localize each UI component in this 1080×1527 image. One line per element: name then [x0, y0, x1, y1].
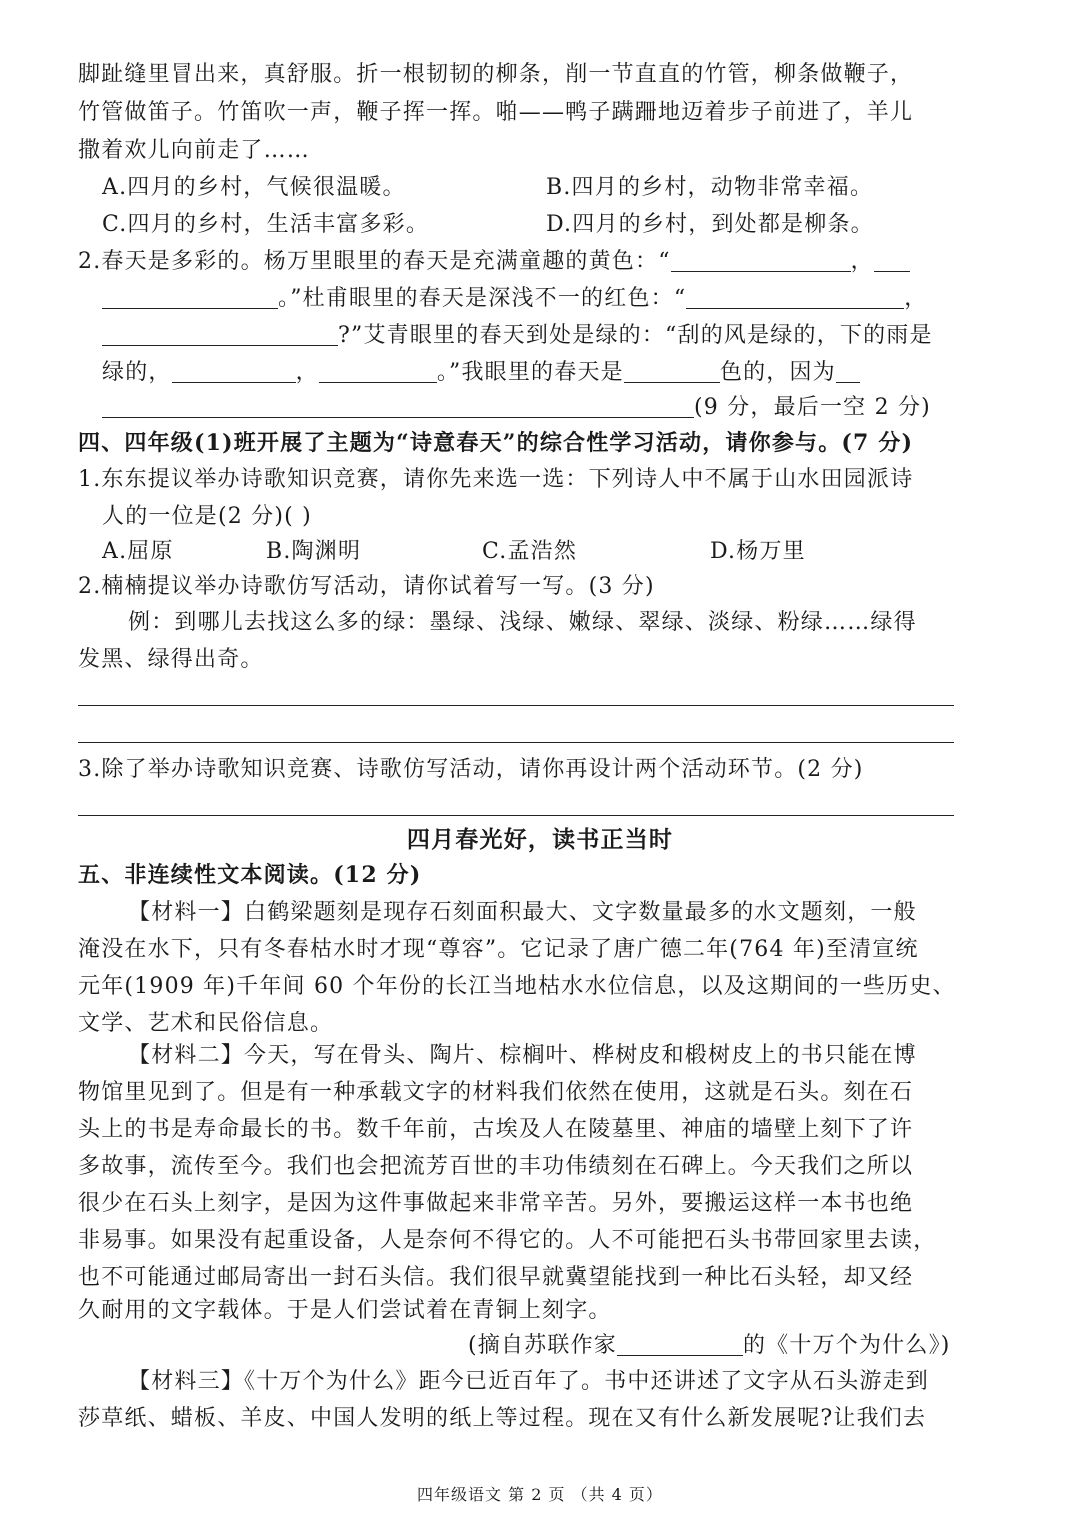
- part4-q1-option: B.陶渊明: [266, 539, 362, 564]
- material1-line: 淹没在水下，只有冬春枯水时才现“尊容”。它记录了唐广德二年(764 年)至清宣统: [78, 937, 919, 962]
- q2-text: 2.春天是多彩的。杨万里眼里的春天是充满童趣的黄色：“: [78, 249, 671, 274]
- part4-q1-option: A.屈原: [102, 539, 174, 564]
- part4-heading: 四、四年级(1)班开展了主题为“诗意春天”的综合性学习活动，请你参与。(7 分): [78, 430, 914, 456]
- author-blank[interactable]: [617, 1331, 743, 1356]
- answer-line[interactable]: [78, 705, 954, 706]
- material1-line: 元年(1909 年)千年间 60 个年份的长江当地枯水水位信息，以及这期间的一些历史、: [78, 974, 956, 999]
- q2-text: 。”我眼里的春天是: [436, 360, 624, 385]
- part4-q1-option: C.孟浩然: [482, 539, 578, 564]
- q2-text: 。”杜甫眼里的春天是深浅不一的红色：“: [278, 286, 687, 311]
- q2-text: 绿的，: [102, 360, 172, 385]
- page-footer: 四年级语文 第 2 页 （共 4 页）: [417, 1485, 663, 1504]
- part4-q3: 3.除了举办诗歌知识竞赛、诗歌仿写活动，请你再设计两个活动环节。(2 分): [78, 757, 864, 782]
- q2-text: 色的，因为: [719, 360, 836, 385]
- fill-blank[interactable]: [319, 358, 437, 383]
- q2-text: ，: [850, 249, 874, 274]
- fill-blank[interactable]: [671, 247, 851, 272]
- material2-line: 非易事。如果没有起重设备，人是奈何不得它的。人不可能把石头书带回家里去读，: [78, 1228, 937, 1253]
- q2-text: ，: [904, 286, 928, 311]
- material2-line: 【材料二】今天，写在骨头、陶片、棕榈叶、桦树皮和椴树皮上的书只能在博: [128, 1043, 917, 1068]
- passage-line: 竹管做笛子。竹笛吹一声，鞭子挥一挥。啪——鸭子蹒跚地迈着步子前进了，羊儿: [78, 100, 914, 125]
- q2-line-1: [78, 247, 910, 277]
- fill-blank[interactable]: [102, 393, 694, 418]
- material3-line: 莎草纸、蜡板、羊皮、中国人发明的纸上等过程。现在又有什么新发展呢?让我们去: [78, 1406, 927, 1431]
- fill-blank[interactable]: [874, 247, 910, 272]
- fill-blank[interactable]: [836, 358, 860, 383]
- fill-blank[interactable]: [102, 321, 338, 346]
- passage-line: 撒着欢儿向前走了……: [78, 138, 311, 163]
- source-text: 的《十万个为什么》): [742, 1333, 951, 1358]
- example-line: 发黑、绿得出奇。: [78, 647, 264, 672]
- part4-q1-option: D.杨万里: [710, 539, 806, 564]
- score-note: (9 分，最后一空 2 分): [694, 395, 931, 420]
- option-b: B.四月的乡村，动物非常幸福。: [546, 175, 874, 200]
- section-title: 四月春光好，读书正当时: [406, 826, 674, 853]
- fill-blank[interactable]: [102, 284, 278, 309]
- source-text: (摘自苏联作家: [468, 1333, 617, 1358]
- q2-text: ?”艾青眼里的春天到处是绿的：“刮的风是绿的，下的雨是: [338, 323, 933, 348]
- material2-line: 物馆里见到了。但是有一种承载文字的材料我们依然在使用，这就是石头。刻在石: [78, 1080, 914, 1105]
- example-line: 例：到哪儿去找这么多的绿：墨绿、浅绿、嫩绿、翠绿、淡绿、粉绿……绿得: [128, 610, 917, 635]
- answer-line[interactable]: [78, 742, 954, 743]
- source-citation: [468, 1331, 951, 1361]
- material2-line: 头上的书是寿命最长的书。数千年前，古埃及人在陵墓里、神庙的墙壁上刻下了许: [78, 1117, 914, 1142]
- answer-line[interactable]: [78, 815, 954, 816]
- q2-text: ，: [295, 360, 319, 385]
- option-d: D.四月的乡村，到处都是柳条。: [546, 212, 874, 237]
- material3-line: 【材料三】《十万个为什么》距今已近百年了。书中还讲述了文字从石头游走到: [128, 1369, 930, 1394]
- option-c: C.四月的乡村，生活丰富多彩。: [102, 212, 430, 237]
- part4-q1: 1.东东提议举办诗歌知识竞赛，请你先来选一选：下列诗人中不属于山水田园派诗: [78, 467, 914, 492]
- part4-q2: 2.楠楠提议举办诗歌仿写活动，请你试着写一写。(3 分): [78, 574, 655, 599]
- fill-blank[interactable]: [686, 284, 904, 309]
- fill-blank[interactable]: [624, 358, 720, 383]
- part4-q1: 人的一位是(2 分)( ): [102, 504, 312, 529]
- part5-heading: 五、非连续性文本阅读。(12 分): [78, 862, 422, 888]
- material2-line: 也不可能通过邮局寄出一封石头信。我们很早就冀望能找到一种比石头轻，却又经: [78, 1265, 914, 1290]
- material2-line: 很少在石头上刻字，是因为这件事做起来非常辛苦。另外，要搬运这样一本书也绝: [78, 1191, 914, 1216]
- option-a: A.四月的乡村，气候很温暖。: [102, 175, 406, 200]
- q2-line-3: [102, 321, 933, 351]
- material2-line: 久耐用的文字载体。于是人们尝试着在青铜上刻字。: [78, 1298, 612, 1323]
- q2-line-4: [102, 358, 860, 388]
- q2-line-5: [102, 393, 931, 423]
- material1-line: 文学、艺术和民俗信息。: [78, 1011, 334, 1036]
- fill-blank[interactable]: [172, 358, 296, 383]
- material1-line: 【材料一】白鹤梁题刻是现存石刻面积最大、文字数量最多的水文题刻，一般: [128, 900, 917, 925]
- material2-line: 多故事，流传至今。我们也会把流芳百世的丰功伟绩刻在石碑上。今天我们之所以: [78, 1154, 914, 1179]
- q2-line-2: [102, 284, 928, 314]
- passage-line: 脚趾缝里冒出来，真舒服。折一根韧韧的柳条，削一节直直的竹管，柳条做鞭子，: [78, 62, 914, 87]
